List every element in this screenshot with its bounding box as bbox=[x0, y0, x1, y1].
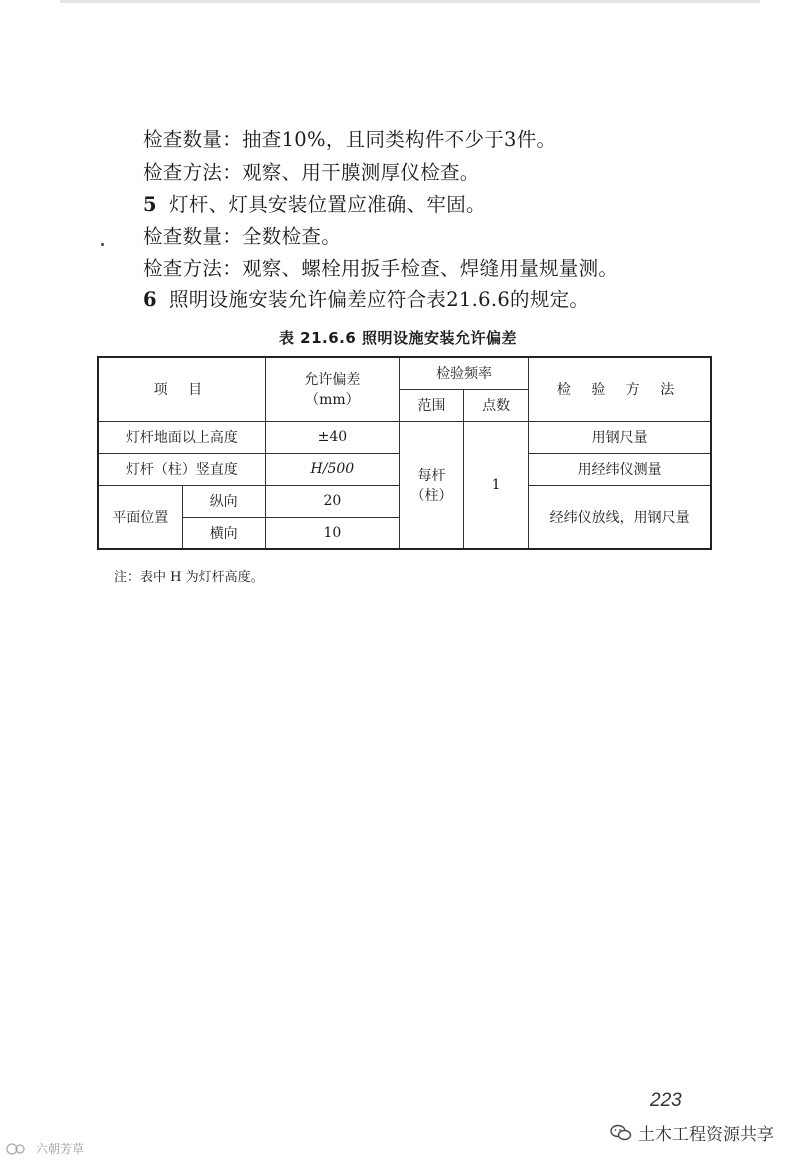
table-cell-method: 经纬仪放线，用钢尺量 bbox=[529, 485, 711, 549]
clause-number: 5 bbox=[143, 193, 157, 216]
header-method: 检 验 方 法 bbox=[529, 357, 711, 421]
page-number: 223 bbox=[650, 1090, 682, 1111]
top-edge-rule bbox=[60, 0, 760, 3]
paragraph-text: 检查数量：抽查10%，且同类构件不少于3件。 bbox=[143, 128, 557, 151]
logo-icon bbox=[6, 1142, 32, 1156]
header-frequency: 检验频率 bbox=[399, 357, 528, 389]
paragraph-text: 灯杆、灯具安装位置应准确、牢固。 bbox=[169, 193, 486, 216]
table-cell-points: 1 bbox=[464, 421, 529, 549]
paragraph bbox=[143, 287, 589, 313]
watermark-left-text: 六朝芳草 bbox=[36, 1142, 85, 1156]
paragraph-text: 检查方法：观察、螺栓用扳手检查、焊缝用量规量测。 bbox=[143, 257, 619, 280]
table-cell-subitem: 纵向 bbox=[182, 485, 265, 517]
table-cell-deviation: ±40 bbox=[265, 421, 399, 453]
table-cell-deviation: 20 bbox=[265, 485, 399, 517]
table-cell-method: 用钢尺量 bbox=[529, 421, 711, 453]
table-cell-deviation: H/500 bbox=[265, 453, 399, 485]
watermark bbox=[610, 1120, 774, 1145]
table-cell-range: 每杆 （柱） bbox=[399, 421, 463, 549]
paragraph bbox=[143, 127, 556, 153]
watermark-text: 土木工程资源共享 bbox=[638, 1125, 774, 1145]
paragraph bbox=[143, 160, 480, 186]
paragraph bbox=[143, 256, 618, 282]
paragraph-text: 检查方法：观察、用干膜测厚仪检查。 bbox=[143, 161, 480, 184]
table-cell-deviation: 10 bbox=[265, 517, 399, 549]
table-title: 表 21.6.6 照明设施安装允许偏差 bbox=[278, 329, 518, 347]
table-cell-method: 用经纬仪测量 bbox=[529, 453, 711, 485]
header-deviation: 允许偏差 （mm） bbox=[265, 357, 399, 421]
paragraph-text: 检查数量：全数检查。 bbox=[143, 225, 342, 248]
table-cell-item: 平面位置 bbox=[98, 485, 182, 549]
paragraph bbox=[143, 192, 486, 218]
clause-number: 6 bbox=[143, 288, 157, 311]
paragraph-text: 照明设施安装允许偏差应符合表21.6.6的规定。 bbox=[169, 288, 590, 311]
header-points: 点数 bbox=[464, 389, 529, 421]
table-cell-item: 灯杆地面以上高度 bbox=[98, 421, 265, 453]
watermark-left bbox=[6, 1140, 84, 1157]
wechat-icon bbox=[610, 1124, 632, 1142]
header-item: 项 目 bbox=[98, 357, 265, 421]
paragraph bbox=[143, 224, 341, 250]
tolerance-table bbox=[97, 356, 712, 550]
table-cell-subitem: 横向 bbox=[182, 517, 265, 549]
table-cell-item: 灯杆（柱）竖直度 bbox=[98, 453, 265, 485]
header-range: 范围 bbox=[399, 389, 463, 421]
scan-speck bbox=[101, 243, 104, 246]
table-note: 注：表中 H 为灯杆高度。 bbox=[114, 570, 264, 585]
